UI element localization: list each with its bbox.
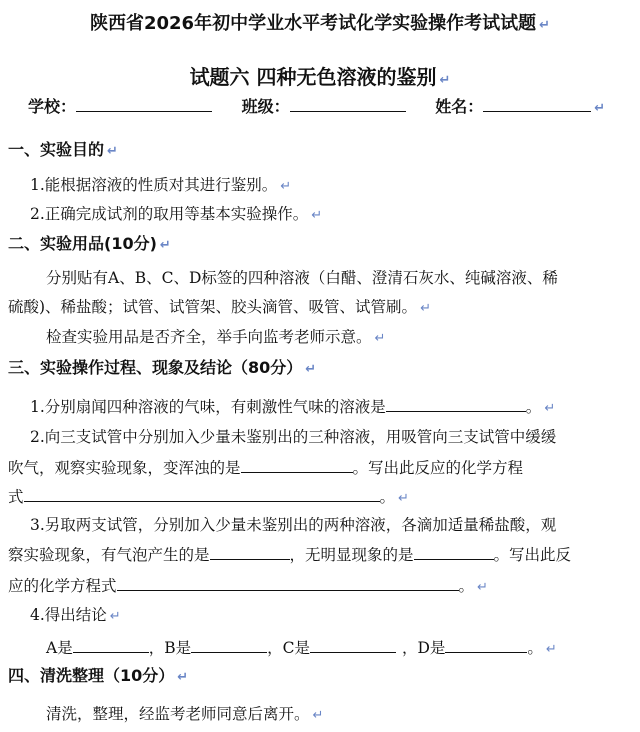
question-2-line-3: 式 。 ↵ xyxy=(8,488,409,506)
paragraph-mark-icon: ↵ xyxy=(594,101,606,116)
section-1-heading: 一、实验目的 ↵ xyxy=(8,140,118,159)
section-1-item-2: 2.正确完成试剂的取用等基本实验操作。 ↵ xyxy=(30,205,323,223)
student-info-row xyxy=(28,96,605,119)
school-field[interactable] xyxy=(76,96,212,112)
q3-equation-blank[interactable] xyxy=(117,575,459,591)
question-1: 1.分别扇闻四种溶液的气味，有刺激性气味的溶液是 。 ↵ xyxy=(30,398,556,416)
q1-answer-blank[interactable] xyxy=(386,396,526,412)
paragraph-mark-icon: ↵ xyxy=(305,362,317,377)
label-a: A是 xyxy=(46,639,73,657)
paragraph-mark-icon: ↵ xyxy=(398,491,409,506)
answer-b-blank[interactable] xyxy=(191,637,267,653)
section-1-item-1: 1.能根据溶液的性质对其进行鉴别。 ↵ xyxy=(30,176,292,194)
paragraph-mark-icon: ↵ xyxy=(312,708,324,723)
conclusion-row: A是 ，B是 ，C是 ，D是 。 ↵ xyxy=(46,639,557,657)
paragraph-mark-icon: ↵ xyxy=(311,208,323,223)
section-4-text: 清洗，整理，经监考老师同意后离开。 ↵ xyxy=(46,705,324,723)
paragraph-mark-icon: ↵ xyxy=(177,670,189,685)
exam-title: 陕西省2026年初中学业水平考试化学实验操作考试试题 ↵ xyxy=(89,13,550,34)
label-c: ，C是 xyxy=(267,639,310,657)
paragraph-mark-icon: ↵ xyxy=(539,18,550,33)
question-3-line-1: 3.另取两支试管，分别加入少量未鉴别出的两种溶液，各滴加适量稀盐酸，观 xyxy=(30,516,557,534)
answer-a-blank[interactable] xyxy=(73,637,149,653)
section-4-heading: 四、清洗整理（10分） ↵ xyxy=(8,666,189,685)
q2-answer-blank[interactable] xyxy=(241,457,353,473)
paragraph-mark-icon: ↵ xyxy=(374,331,386,346)
question-2-line-1: 2.向三支试管中分别加入少量未鉴别出的三种溶液，用吸管向三支试管中缓缓 xyxy=(30,428,557,446)
label-d: ，D是 xyxy=(401,639,446,657)
question-3-line-3: 应的化学方程式 。 ↵ xyxy=(8,577,488,595)
question-2-line-2: 吹气，观察实验现象，变浑浊的是 。写出此反应的化学方程 xyxy=(8,459,524,477)
section-2-para-1-line-2: 硫酸)、稀盐酸；试管、试管架、胶头滴管、吸管、试管刷。 ↵ xyxy=(8,298,431,316)
section-2-para-2: 检查实验用品是否齐全，举手向监考老师示意。 ↵ xyxy=(46,328,386,346)
section-3-heading: 三、实验操作过程、现象及结论（80分） ↵ xyxy=(8,358,317,377)
class-field[interactable] xyxy=(290,96,406,112)
answer-d-blank[interactable] xyxy=(445,637,527,653)
paragraph-mark-icon: ↵ xyxy=(544,401,556,416)
class-label: 班级： xyxy=(241,97,290,116)
name-label: 姓名： xyxy=(435,97,484,116)
question-4: 4.得出结论 ↵ xyxy=(30,606,121,624)
exam-subtitle: 试题六 四种无色溶液的鉴别 ↵ xyxy=(189,65,451,89)
paragraph-mark-icon: ↵ xyxy=(107,144,118,159)
section-2-para-1-line-1: 分别贴有A、B、C、D标签的四种溶液（白醋、澄清石灰水、纯碱溶液、稀 xyxy=(46,269,558,287)
school-label: 学校： xyxy=(28,97,77,116)
answer-c-blank[interactable] xyxy=(310,637,396,653)
paragraph-mark-icon: ↵ xyxy=(109,609,121,624)
paragraph-mark-icon: ↵ xyxy=(477,580,488,595)
paragraph-mark-icon: ↵ xyxy=(159,238,171,253)
paragraph-mark-icon: ↵ xyxy=(545,642,557,657)
q3-no-change-blank[interactable] xyxy=(414,544,494,560)
section-2-heading: 二、实验用品(10分) ↵ xyxy=(8,234,171,253)
q3-bubbles-blank[interactable] xyxy=(210,544,290,560)
paragraph-mark-icon: ↵ xyxy=(280,179,292,194)
q2-equation-blank[interactable] xyxy=(24,486,380,502)
question-3-line-2: 察实验现象，有气泡产生的是 ，无明显现象的是 。写出此反 xyxy=(8,546,572,564)
name-field[interactable] xyxy=(483,96,591,112)
paragraph-mark-icon: ↵ xyxy=(439,73,451,88)
paragraph-mark-icon: ↵ xyxy=(420,301,431,316)
label-b: ，B是 xyxy=(148,639,192,657)
